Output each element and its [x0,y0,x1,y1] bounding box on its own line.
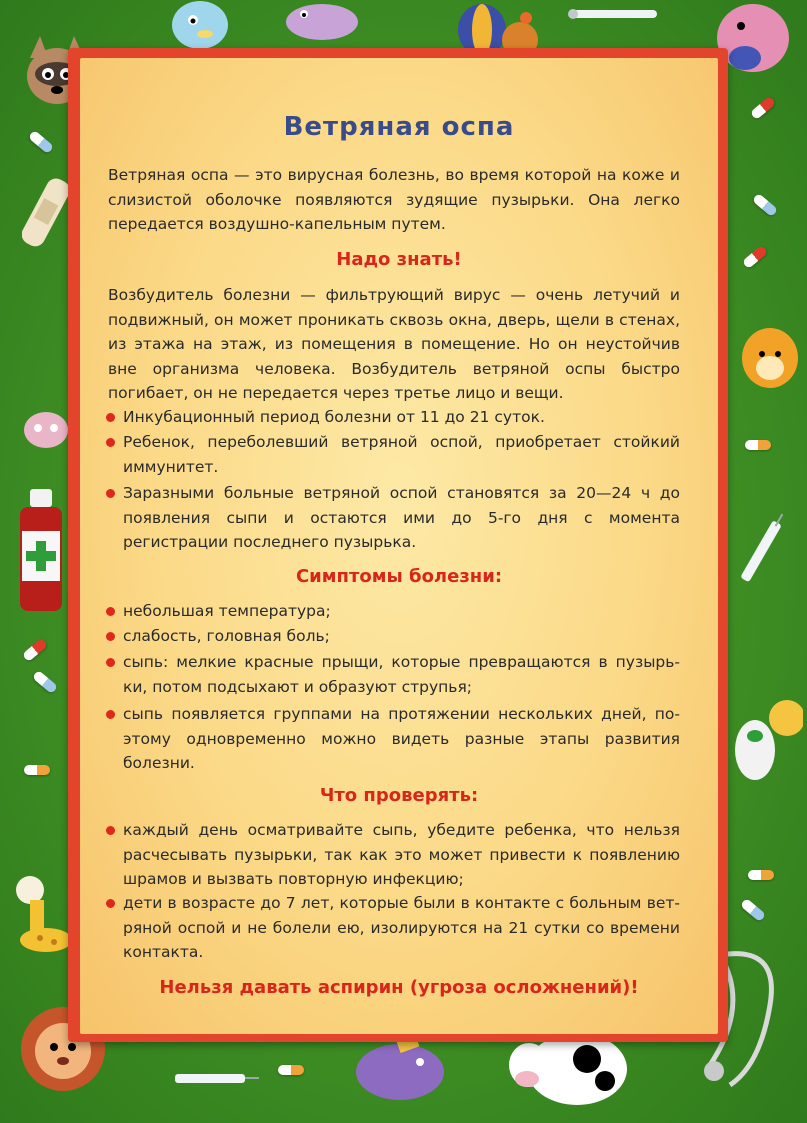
thermometer-icon [565,4,665,24]
list-item: каждый день осматривайте сыпь, убедите ребенка, что нельзя расчесывать пузырьки, так как это может привести к появлению шрамов и вызвать повторную инфекцию; [106,818,680,892]
medicine-bottle-icon [12,487,70,617]
bullet-icon [106,489,115,498]
duck-icon [725,698,803,788]
bullet-icon [106,826,115,835]
pill-icon [750,96,776,120]
page-title: Ветряная оспа [283,112,515,142]
list-item: сыпь появляется группами на протяжении нескольких дней, по-этому одновременно можно видеть разные этапы развития болезни. [106,702,680,776]
pill-icon [22,638,48,662]
section-heading-symptoms: Симптомы болезни: [295,566,503,587]
pill-icon [745,440,771,450]
pill-icon [28,130,54,154]
aspirin-warning: Нельзя давать аспирин (угроза осложнений)! [159,977,639,998]
pill-icon [748,870,774,880]
syringe-icon [165,1068,260,1088]
pill-icon [742,245,768,269]
bullet-icon [106,632,115,641]
list-item: слабость, головная боль; [106,624,680,649]
hippo-icon [282,0,362,45]
list-item: Ребенок, переболевший ветряной оспой, приобретает стойкий иммунитет. [106,430,680,479]
syringe-icon [738,508,783,598]
list-item: дети в возрасте до 7 лет, которые были в контакте с больным вет-ряной оспой и не болели ею, изолируются на 21 сутки со времени контакта. [106,891,680,965]
bullet-icon [106,438,115,447]
bandage-icon [22,175,72,250]
cat-icon [18,402,73,452]
bullet-icon [106,413,115,422]
pill-icon [740,898,766,922]
list-item: сыпь: мелкие красные прыщи, которые превращаются в пузырь-ки, потом подсыхают и образуют струпья; [106,650,680,699]
pill-icon [24,765,50,775]
list-item: небольшая температура; [106,599,680,624]
pill-icon [278,1065,304,1075]
section-heading-know: Надо знать! [336,249,462,270]
bullet-icon [106,658,115,667]
pill-icon [752,193,778,217]
fish-icon [165,0,235,55]
section-heading-check: Что проверять: [319,785,479,806]
bullet-icon [106,899,115,908]
bullet-icon [106,710,115,719]
pill-icon [32,670,58,694]
list-item: Заразными больные ветряной оспой становятся за 20—24 ч до появления сыпи и остаются ими до 5-го дня с момента регистрации последнего пузырька. [106,481,680,555]
fox-icon [728,308,803,393]
know-paragraph: Возбудитель болезни — фильтрующий вирус — очень летучий и подвижный, он может проникать сквозь окна, дверь, щели в стенах, из этажа на этаж, из помещения в помещение. Но он неустойчив вне организма человека. Возбудитель ветряной оспы быстро погибает, он не передается через третье лицо и вещи. [108,286,680,402]
bullet-icon [106,607,115,616]
intro-paragraph: Ветряная оспа — это вирусная болезнь, во время которой на коже и слизистой оболочке появляются зудящие пузырьки. Она легко передается воздушно-капельным путем. [108,166,680,233]
list-item: Инкубационный период болезни от 11 до 21 суток. [106,405,680,430]
